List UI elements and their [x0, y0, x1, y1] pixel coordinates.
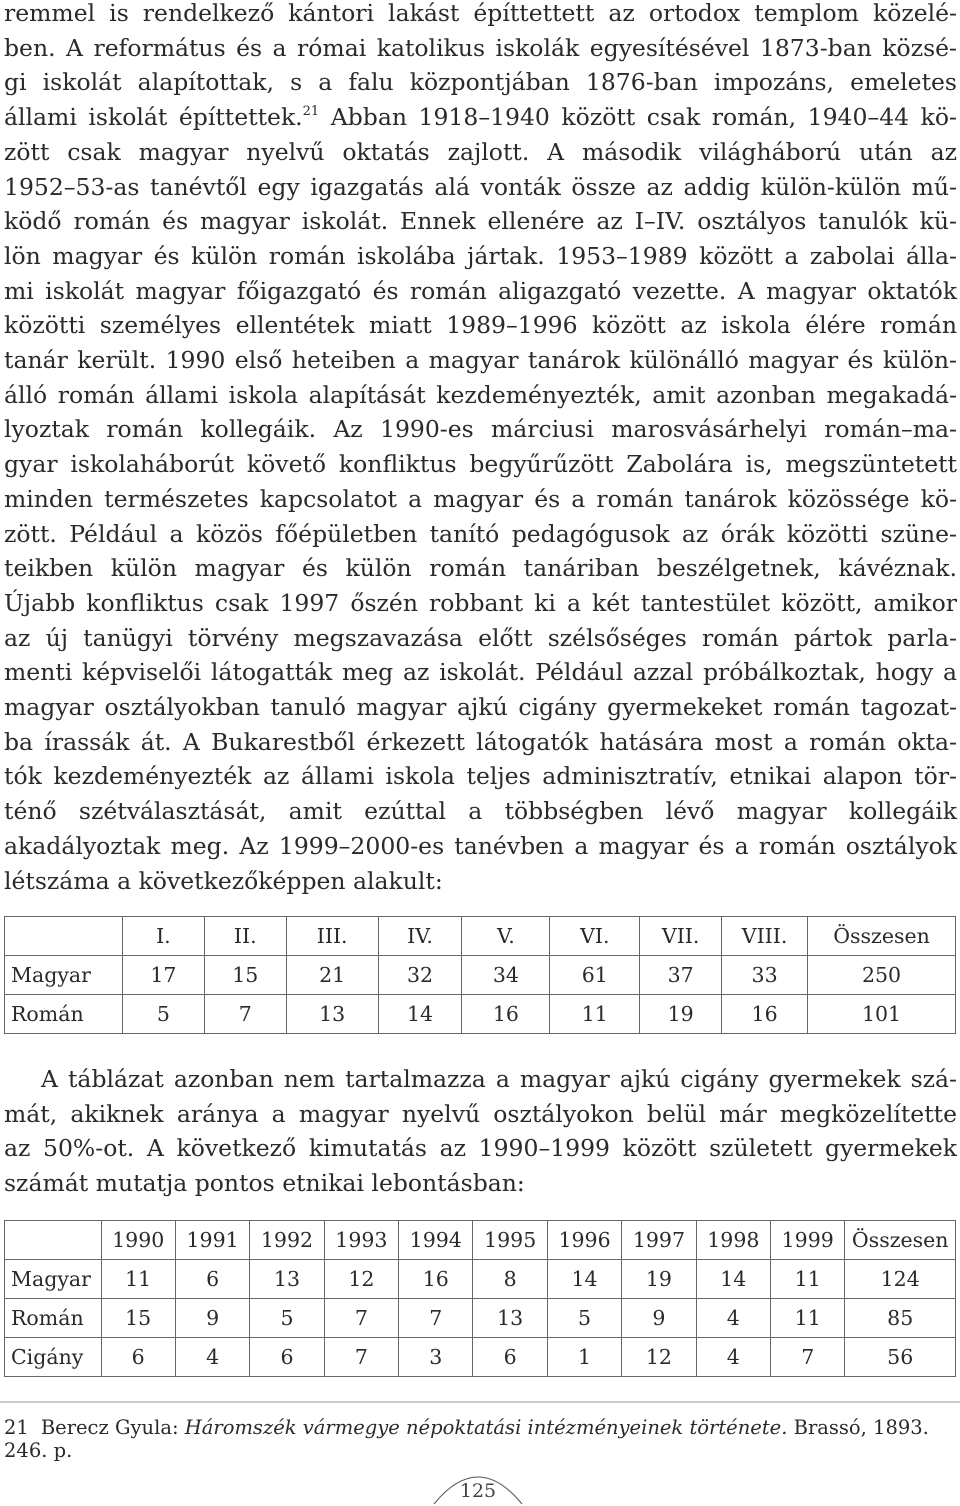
- table-cell: 32: [378, 956, 462, 995]
- table-header-cell: VI.: [550, 917, 640, 956]
- table-cell: 4: [696, 1338, 770, 1377]
- table-row: [5, 995, 956, 1034]
- table-cell: 37: [640, 956, 722, 995]
- table-cell: 14: [547, 1260, 621, 1299]
- table-cell: 14: [378, 995, 462, 1034]
- table-cell: 13: [286, 995, 378, 1034]
- table-header-cell: 1995: [473, 1221, 547, 1260]
- table-cell: 13: [250, 1260, 324, 1299]
- table-row: [5, 1260, 956, 1299]
- table-cell: 6: [101, 1338, 175, 1377]
- text-line: A táblázat azonban nem tartalmazza a magyar ajkú cigány gyermekek szá-: [41, 1065, 957, 1093]
- table-cell: 16: [399, 1260, 473, 1299]
- table-cell: 7: [204, 995, 286, 1034]
- table-header-cell: Összesen: [845, 1221, 956, 1260]
- table-cell: 7: [771, 1338, 845, 1377]
- table-cell: 12: [324, 1260, 398, 1299]
- table-cell: 19: [622, 1260, 696, 1299]
- table-header-cell: I.: [122, 917, 204, 956]
- footnote-publication: Brassó, 1893. 246. p.: [4, 1416, 929, 1462]
- table-cell: 13: [473, 1299, 547, 1338]
- text-line: Újabb konfliktus csak 1997 őszén robbant ki a két tantestület között, amikor: [4, 588, 957, 617]
- table-cell: 5: [547, 1299, 621, 1338]
- table-cell: 4: [696, 1299, 770, 1338]
- table-cell: 16: [722, 995, 808, 1034]
- table-cell: 7: [399, 1299, 473, 1338]
- table-header-cell: 1998: [696, 1221, 770, 1260]
- table-cell: 4: [175, 1338, 249, 1377]
- text-line: zött csak magyar nyelvű oktatás zajlott. A második világháború után az: [4, 137, 957, 166]
- text-line: mát, akiknek aránya a magyar nyelvű osztályokon belül már megközelítette: [4, 1099, 957, 1128]
- table-row: [5, 956, 956, 995]
- table-cell: 7: [324, 1338, 398, 1377]
- footnote-number: 21: [4, 1416, 29, 1439]
- table-cell: 56: [845, 1338, 956, 1377]
- text-line: gyar iskolaháborút követő konfliktus begyűrűzött Zabolára is, megszüntetett: [4, 450, 957, 479]
- table-cell: 15: [204, 956, 286, 995]
- text-line: lön magyar és külön román iskolába jártak. 1953–1989 között a zabolai álla-: [4, 241, 957, 270]
- table-header-cell: 1991: [175, 1221, 249, 1260]
- text-line: ba írassák át. A Bukarestből érkezett látogatók hatására most a román okta-: [4, 727, 957, 756]
- text-line: ködő román és magyar iskolát. Ennek ellenére az I–IV. osztályos tanulók kü-: [4, 207, 957, 236]
- text-line: ténő szétválasztását, amit ezúttal a többségben lévő magyar kollegáik: [4, 797, 957, 826]
- table-header-cell: 1993: [324, 1221, 398, 1260]
- table-header-row: [5, 917, 956, 956]
- text-fragment: állami iskolát építtettek.: [4, 103, 303, 132]
- table-cell: 19: [640, 995, 722, 1034]
- text-line: számát mutatja pontos etnikai lebontásban:: [4, 1169, 525, 1198]
- table-cell: 21: [286, 956, 378, 995]
- table-cell: 250: [808, 956, 956, 995]
- table-row: [5, 1299, 956, 1338]
- table-cell: 11: [771, 1299, 845, 1338]
- row-label: Magyar: [5, 1260, 102, 1299]
- text-fragment: Abban 1918–1940 között csak román, 1940–44 kö-: [330, 103, 957, 132]
- text-line: mi iskolát magyar főigazgató és román aligazgató vezette. A magyar oktatók: [4, 276, 957, 305]
- text-line: remmel is rendelkező kántori lakást építtettett az ortodox templom közelé-: [4, 0, 957, 27]
- text-line: az új tanügyi törvény megszavazása előtt szélsőséges román pártok parla-: [4, 623, 957, 652]
- table-header-cell: V.: [462, 917, 550, 956]
- table-header-cell: VII.: [640, 917, 722, 956]
- table-header-cell: 1990: [101, 1221, 175, 1260]
- table-cell: 6: [175, 1260, 249, 1299]
- text-line: minden természetes kapcsolatot a magyar és a román tanárok közössége kö-: [4, 484, 957, 513]
- table-cell: 33: [722, 956, 808, 995]
- text-line: menti képviselői látogatták meg az iskolát. Például azzal próbálkoztak, hogy a: [4, 658, 957, 687]
- table-cell: 124: [845, 1260, 956, 1299]
- body-paragraph-2: [4, 1062, 957, 1201]
- table-header-cell: III.: [286, 917, 378, 956]
- table-header-cell: II.: [204, 917, 286, 956]
- table-cell: 12: [622, 1338, 696, 1377]
- table-header-row: [5, 1221, 956, 1260]
- footnote-title: Háromszék vármegye népoktatási intézményeinek története.: [184, 1416, 788, 1439]
- table-cell: 16: [462, 995, 550, 1034]
- text-line: magyar osztályokban tanuló magyar ajkú cigány gyermekeket román tagozat-: [4, 693, 957, 722]
- table-row: [5, 1338, 956, 1377]
- table-header-cell: 1999: [771, 1221, 845, 1260]
- text-line: ben. A református és a római katolikus iskolák egyesítésével 1873-ban közsé-: [4, 33, 957, 62]
- text-line: közötti személyes ellentétek miatt 1989–1996 között az iskola élére román: [4, 311, 957, 340]
- table-cell: 14: [696, 1260, 770, 1299]
- text-line: zött. Például a közös főépületben tanító pedagógusok az órák közötti szüne-: [4, 519, 957, 548]
- footnote-separator: [0, 1400, 960, 1404]
- table-header-cell: VIII.: [722, 917, 808, 956]
- table-header-cell: Összesen: [808, 917, 956, 956]
- table-cell: 3: [399, 1338, 473, 1377]
- footnote: [4, 1416, 954, 1462]
- text-line: teikben külön magyar és külön román tanáriban beszélgetnek, kávéznak.: [4, 554, 957, 583]
- footnote-author: Berecz Gyula:: [40, 1416, 179, 1439]
- table-cell: 9: [175, 1299, 249, 1338]
- table-cell: 15: [101, 1299, 175, 1338]
- page-number: 125: [459, 1480, 497, 1502]
- table-cell: 7: [324, 1299, 398, 1338]
- row-label: Román: [5, 995, 123, 1034]
- body-paragraph-1: [4, 0, 957, 898]
- table-cell: 1: [547, 1338, 621, 1377]
- text-line: akadályoztak meg. Az 1999–2000-es tanévben a magyar és a román osztályok: [4, 831, 957, 860]
- row-label: Román: [5, 1299, 102, 1338]
- text-line: tók kezdeményezték az állami iskola teljes adminisztratív, etnikai alapon tör-: [4, 762, 957, 791]
- table-cell: 9: [622, 1299, 696, 1338]
- text-line: az 50%-ot. A következő kimutatás az 1990–1999 között született gyermekek: [4, 1134, 957, 1163]
- table-corner-cell: [5, 1221, 102, 1260]
- text-line: 1952–53-as tanévtől egy igazgatás alá vonták össze az addig külön-külön mű-: [4, 172, 957, 201]
- table-header-cell: 1997: [622, 1221, 696, 1260]
- text-line: [4, 100, 957, 135]
- table-cell: 34: [462, 956, 550, 995]
- table-cell: 11: [101, 1260, 175, 1299]
- row-label: Cigány: [5, 1338, 102, 1377]
- text-line: lyoztak román kollegáik. Az 1990-es márciusi marosvásárhelyi román–ma-: [4, 415, 957, 444]
- birth-statistics-table: [4, 1220, 956, 1377]
- row-label: Magyar: [5, 956, 123, 995]
- table-cell: 5: [122, 995, 204, 1034]
- text-line: gi iskolát alapítottak, s a falu központjában 1876-ban impozáns, emeletes: [4, 68, 957, 97]
- footnote-reference: 21: [302, 104, 320, 120]
- table-cell: 85: [845, 1299, 956, 1338]
- table-corner-cell: [5, 917, 123, 956]
- table-cell: 11: [550, 995, 640, 1034]
- table-cell: 61: [550, 956, 640, 995]
- text-line: tanár került. 1990 első heteiben a magyar tanárok különálló magyar és külön-: [4, 346, 957, 375]
- table-cell: 6: [250, 1338, 324, 1377]
- table-cell: 8: [473, 1260, 547, 1299]
- table-cell: 17: [122, 956, 204, 995]
- table-header-cell: IV.: [378, 917, 462, 956]
- table-cell: 6: [473, 1338, 547, 1377]
- table-header-cell: 1994: [399, 1221, 473, 1260]
- page-number-block: [430, 1462, 526, 1506]
- table-cell: 101: [808, 995, 956, 1034]
- text-line: létszáma a következőképpen alakult:: [4, 866, 443, 895]
- table-header-cell: 1996: [547, 1221, 621, 1260]
- table-cell: 5: [250, 1299, 324, 1338]
- class-size-table: [4, 916, 956, 1034]
- text-line: álló román állami iskola alapítását kezdeményezték, amit azonban megakadá-: [4, 380, 957, 409]
- table-cell: 11: [771, 1260, 845, 1299]
- table-header-cell: 1992: [250, 1221, 324, 1260]
